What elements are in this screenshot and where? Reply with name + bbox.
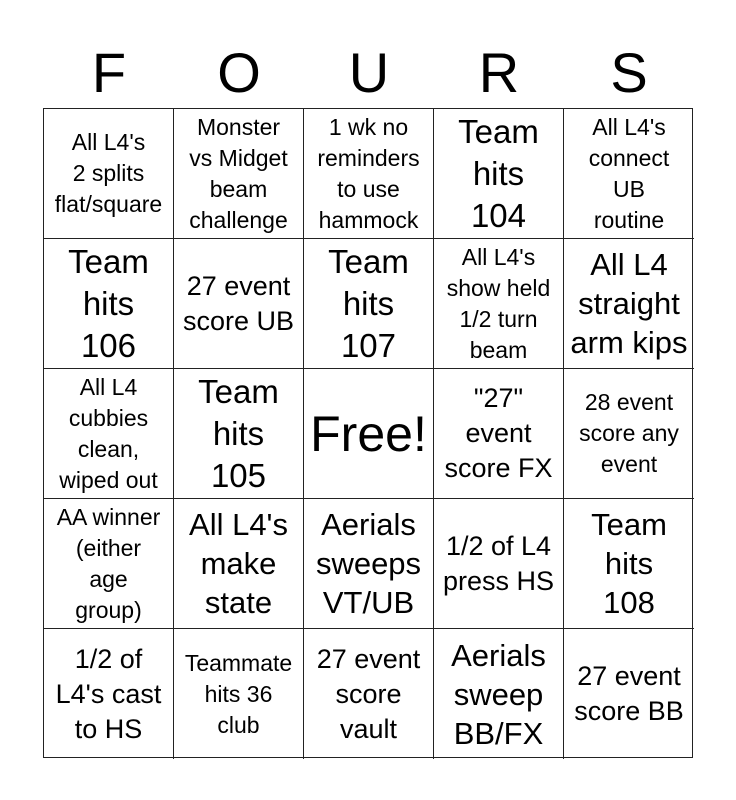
bingo-cell-r3c5 (564, 369, 694, 499)
bingo-cell-r2c5 (564, 239, 694, 369)
bingo-cell-text: 1 wk no reminders to use hammock (317, 113, 420, 233)
bingo-cell-text: "27" event score FX (444, 383, 553, 483)
header-letter-2: O (217, 41, 261, 104)
bingo-cell-text: 27 event score UB (182, 270, 295, 336)
bingo-cell-r1c4 (434, 109, 564, 239)
bingo-cell-text: Aerials sweep BB/FX (451, 637, 546, 751)
bingo-cell-r3c2 (174, 369, 304, 499)
bingo-cell-r4c5 (564, 499, 694, 629)
bingo-cell-r1c1 (44, 109, 174, 239)
bingo-cell-text: Monster vs Midget beam challenge (189, 113, 288, 233)
header-letter-3: U (348, 41, 390, 104)
bingo-cell-text: All L4 straight arm kips (570, 247, 688, 360)
bingo-cell-r2c1 (44, 239, 174, 369)
header-letter-1: F (91, 41, 127, 104)
bingo-cell-text: Team hits 106 (68, 242, 149, 364)
bingo-cell-r4c4 (434, 499, 564, 629)
bingo-cell-text: Team hits 108 (591, 507, 667, 620)
bingo-cell-r1c5 (564, 109, 694, 239)
bingo-cell-text: 1/2 of L4 press HS (442, 530, 555, 596)
bingo-cell-r4c3 (304, 499, 434, 629)
bingo-cell-text: All L4's connect UB routine (588, 113, 670, 233)
header-letter-5: S (610, 41, 648, 104)
bingo-cell-text: Team hits 105 (198, 372, 279, 494)
bingo-cell-text: All L4's make state (189, 507, 288, 620)
bingo-cell-text: All L4's show held 1/2 turn beam (446, 243, 551, 363)
bingo-board (43, 108, 693, 758)
bingo-cell-r4c2 (174, 499, 304, 629)
bingo-cell-text: Aerials sweeps VT/UB (315, 507, 422, 620)
bingo-cell-text: Team hits 107 (328, 242, 409, 364)
bingo-cell-text: Teammate hits 36 club (184, 649, 293, 738)
bingo-cell-text: AA winner (either age group) (56, 503, 161, 623)
bingo-cell-r3c1 (44, 369, 174, 499)
bingo-cell-r2c2 (174, 239, 304, 369)
bingo-cell-text: Team hits 104 (458, 112, 539, 234)
bingo-cell-r3c4 (434, 369, 564, 499)
bingo-cell-r5c3 (304, 629, 434, 759)
bingo-cell-r5c5 (564, 629, 694, 759)
bingo-header (44, 40, 694, 106)
bingo-cell-text: 1/2 of L4's cast to HS (55, 643, 162, 744)
bingo-cell-r3c3 (304, 369, 434, 499)
bingo-free-space: Free! (310, 405, 427, 462)
bingo-cell-r2c3 (304, 239, 434, 369)
bingo-cell-text: 27 event score BB (574, 661, 684, 726)
bingo-cell-text: All L4 cubbies clean, wiped out (59, 373, 158, 493)
bingo-cell-r5c1 (44, 629, 174, 759)
bingo-cell-text: 27 event score vault (316, 643, 421, 744)
bingo-cell-text: 28 event score any event (579, 389, 679, 477)
bingo-cell-r1c3 (304, 109, 434, 239)
bingo-cell-r2c4 (434, 239, 564, 369)
header-letter-4: R (478, 41, 520, 104)
bingo-cell-text: All L4's 2 splits flat/square (54, 129, 163, 217)
bingo-cell-r5c4 (434, 629, 564, 759)
bingo-cell-r5c2 (174, 629, 304, 759)
bingo-cell-r4c1 (44, 499, 174, 629)
bingo-cell-r1c2 (174, 109, 304, 239)
